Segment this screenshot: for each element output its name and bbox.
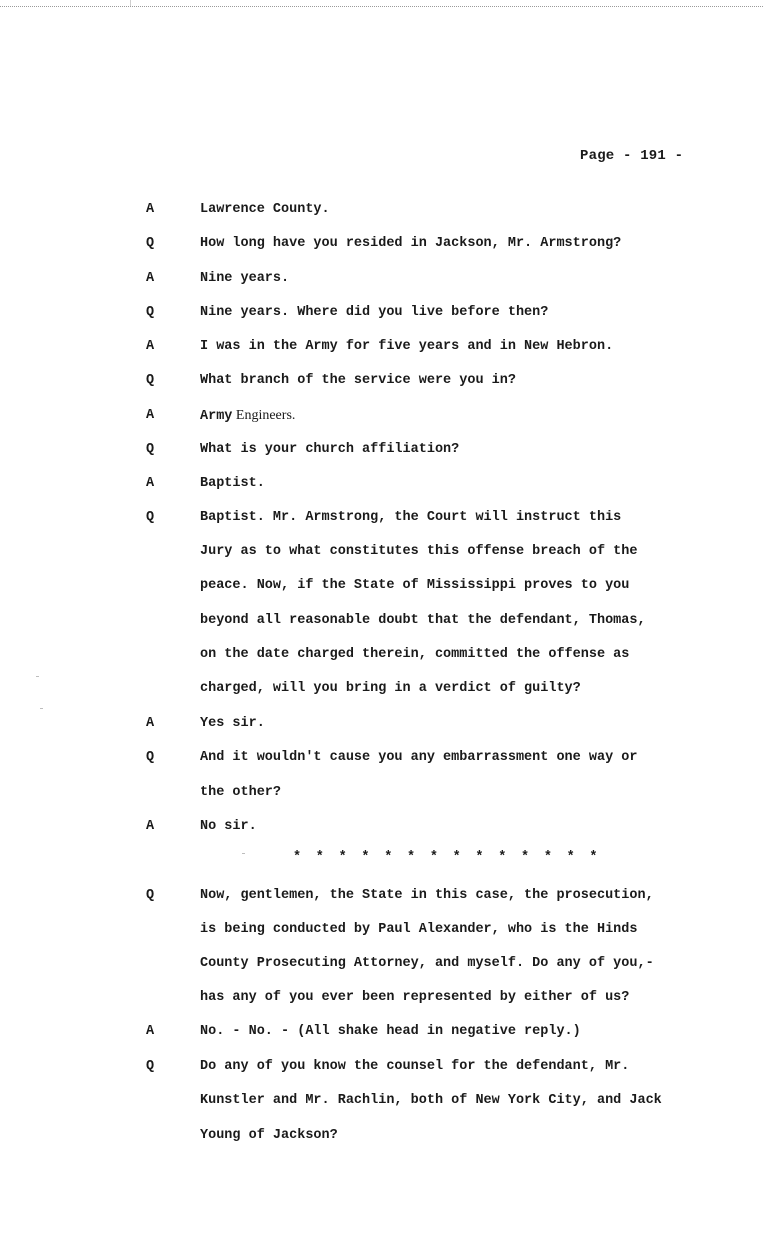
transcript-line xyxy=(0,474,763,494)
speaker-label: Q xyxy=(146,442,155,457)
transcript-line xyxy=(0,371,763,391)
transcript-line xyxy=(0,234,763,254)
transcript-line xyxy=(0,576,763,596)
transcript-line xyxy=(0,1022,763,1042)
transcript-line xyxy=(0,920,763,940)
transcript-line xyxy=(0,988,763,1008)
speaker-label: Q xyxy=(146,373,155,388)
speaker-label: A xyxy=(146,271,155,286)
speaker-label: Q xyxy=(146,236,155,251)
page-top-edge xyxy=(0,0,763,7)
line-text: County Prosecuting Attorney, and myself. Do any of you,- xyxy=(200,956,654,971)
line-text-handwritten: Engineers. xyxy=(232,408,296,423)
line-text: Nine years. xyxy=(200,271,290,286)
transcript-line xyxy=(0,1126,763,1146)
line-text: peace. Now, if the State of Mississippi proves to you xyxy=(200,578,630,593)
line-text: on the date charged therein, committed the offense as xyxy=(200,647,630,662)
line-text: Yes sir. xyxy=(200,716,265,731)
line-text: Jury as to what constitutes this offense breach of the xyxy=(200,544,638,559)
speaker-label: A xyxy=(146,1024,155,1039)
speaker-label: A xyxy=(146,202,155,217)
transcript-line xyxy=(0,645,763,665)
transcript-line xyxy=(0,611,763,631)
line-text: Now, gentlemen, the State in this case, the prosecution, xyxy=(200,888,654,903)
page-number: Page - 191 - xyxy=(580,148,684,164)
transcript-line xyxy=(0,783,763,803)
line-text xyxy=(200,406,295,427)
transcript-line xyxy=(0,679,763,699)
line-text: I was in the Army for five years and in New Hebron. xyxy=(200,339,614,354)
speaker-label: A xyxy=(146,476,155,491)
line-text: charged, will you bring in a verdict of guilty? xyxy=(200,681,581,696)
transcript-line xyxy=(0,440,763,460)
line-text: No sir. xyxy=(200,819,257,834)
line-text-typed: Army xyxy=(200,409,233,424)
line-text: What is your church affiliation? xyxy=(200,442,460,457)
line-text: Kunstler and Mr. Rachlin, both of New York City, and Jack xyxy=(200,1093,662,1108)
speaker-label: A xyxy=(146,408,155,423)
speaker-label: Q xyxy=(146,305,155,320)
speaker-label: Q xyxy=(146,1059,155,1074)
transcript-line xyxy=(0,508,763,528)
speaker-label: A xyxy=(146,819,155,834)
transcript-line xyxy=(0,542,763,562)
transcript-line xyxy=(0,269,763,289)
line-text: is being conducted by Paul Alexander, who is the Hinds xyxy=(200,922,638,937)
speaker-label: Q xyxy=(146,510,155,525)
transcript-line xyxy=(0,303,763,323)
transcript-line xyxy=(0,337,763,357)
line-text: Nine years. Where did you live before then? xyxy=(200,305,549,320)
line-text: And it wouldn't cause you any embarrassment one way or xyxy=(200,750,638,765)
transcript-line xyxy=(0,954,763,974)
transcript-line xyxy=(0,817,763,837)
line-text: Young of Jackson? xyxy=(200,1128,338,1143)
scan-speck xyxy=(242,853,245,854)
scan-speck xyxy=(40,708,43,709)
line-text: has any of you ever been represented by either of us? xyxy=(200,990,630,1005)
speaker-label: A xyxy=(146,716,155,731)
line-text: Baptist. xyxy=(200,476,265,491)
line-text: Do any of you know the counsel for the defendant, Mr. xyxy=(200,1059,630,1074)
line-text: Baptist. Mr. Armstrong, the Court will instruct this xyxy=(200,510,622,525)
speaker-label: A xyxy=(146,339,155,354)
scan-speck xyxy=(36,676,39,677)
line-text: Lawrence County. xyxy=(200,202,330,217)
transcript-line xyxy=(0,748,763,768)
transcript-line xyxy=(0,406,763,426)
speaker-label: Q xyxy=(146,888,155,903)
section-separator: * * * * * * * * * * * * * * xyxy=(293,850,601,865)
transcript-line xyxy=(0,1057,763,1077)
transcript-line xyxy=(0,714,763,734)
line-text: No. - No. - (All shake head in negative reply.) xyxy=(200,1024,581,1039)
transcript-line xyxy=(0,886,763,906)
transcript-line xyxy=(0,1091,763,1111)
line-text: How long have you resided in Jackson, Mr. Armstrong? xyxy=(200,236,622,251)
line-text: What branch of the service were you in? xyxy=(200,373,516,388)
line-text: beyond all reasonable doubt that the defendant, Thomas, xyxy=(200,613,646,628)
line-text: the other? xyxy=(200,785,282,800)
speaker-label: Q xyxy=(146,750,155,765)
transcript-line xyxy=(0,200,763,220)
